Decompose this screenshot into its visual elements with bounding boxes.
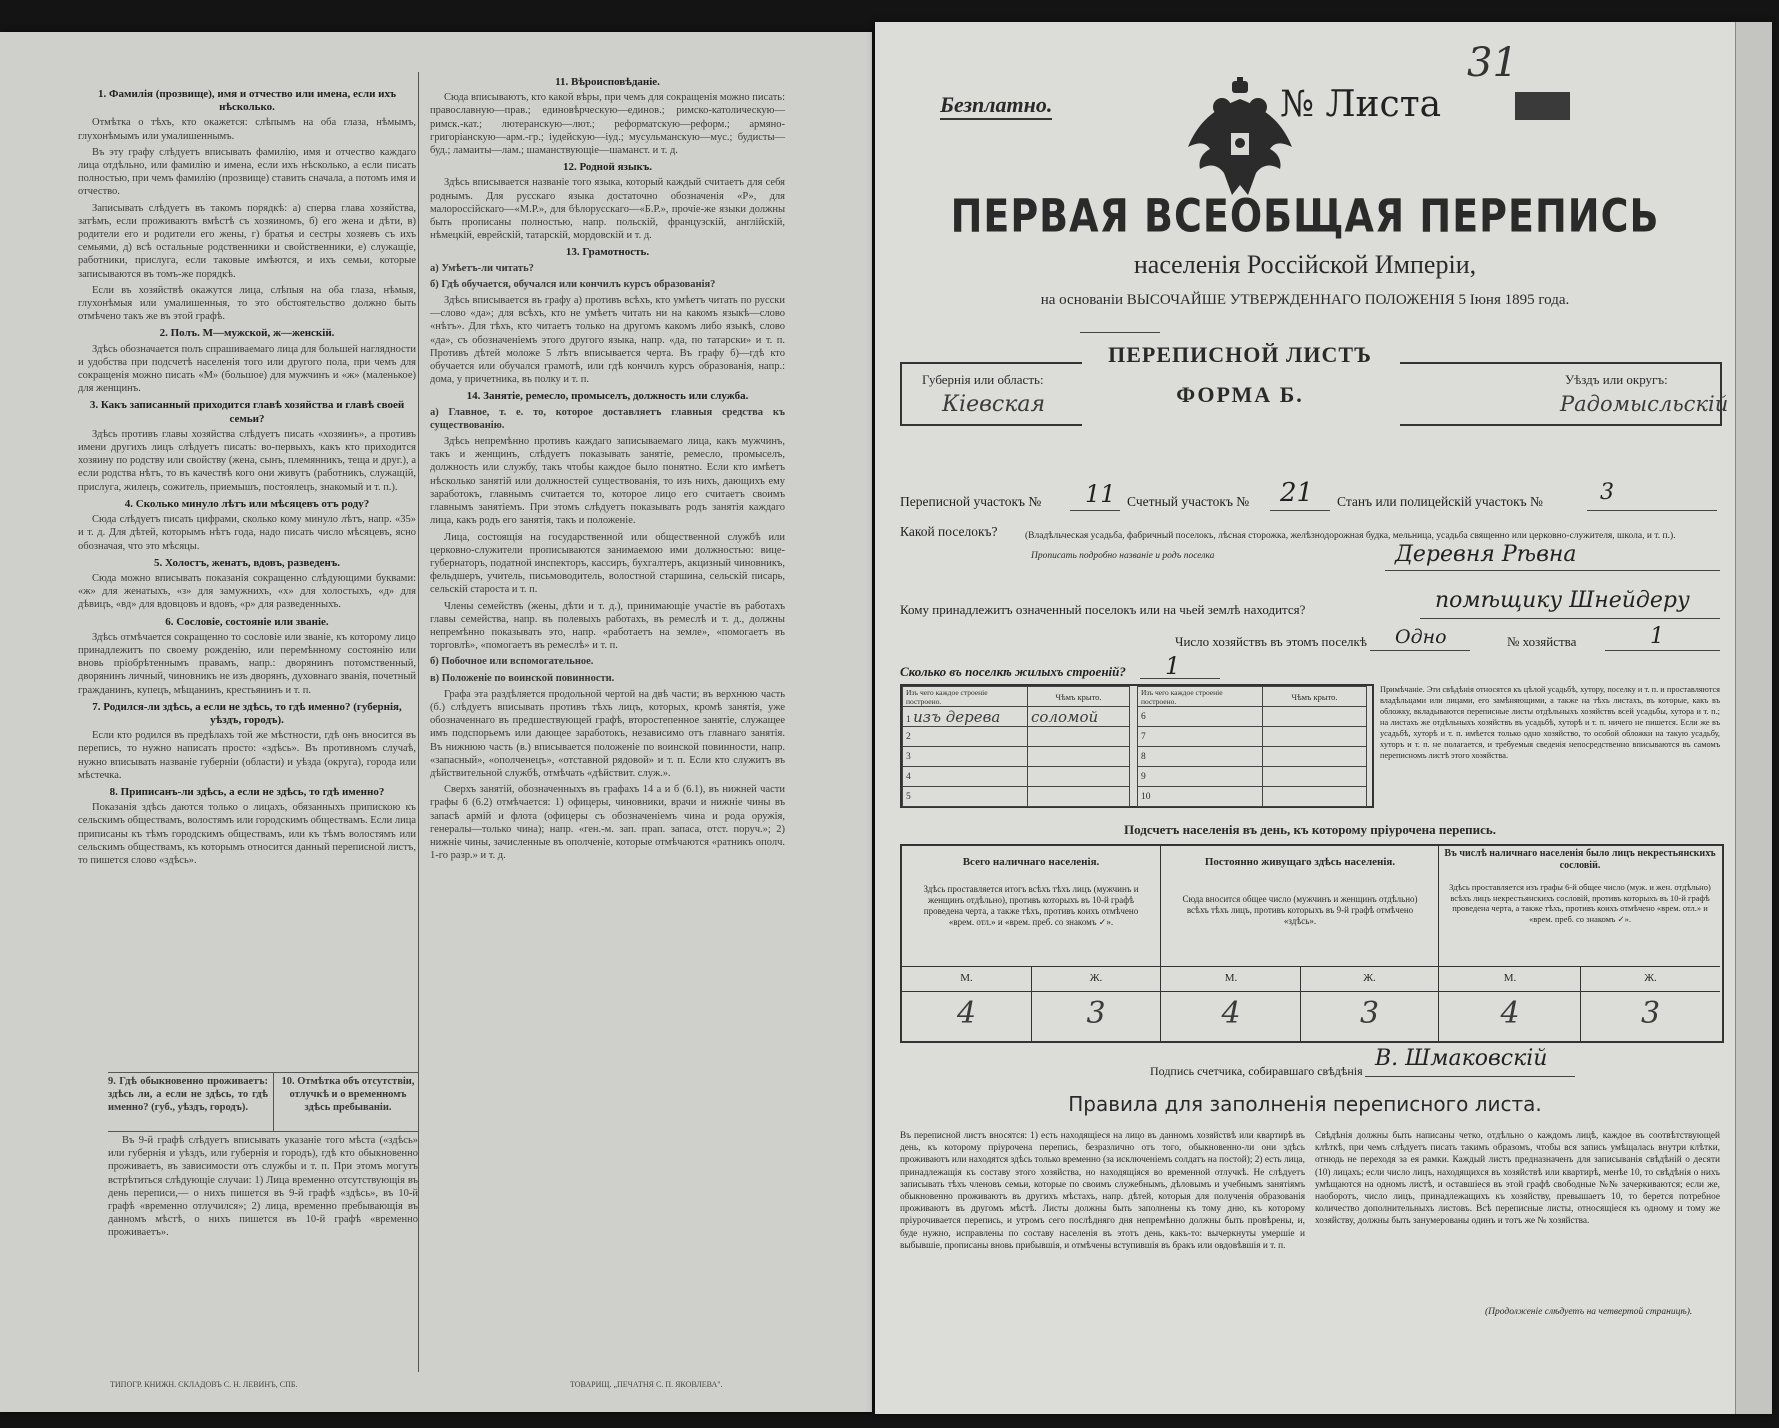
instruction-paragraph: Здѣсь непремѣнно противъ каждаго записываемаго лица, какъ мужчинъ, такъ и женщинъ, слѣдуетъ показывать занятіе, ремесло, промыселъ, должность или службу, такъ чтобы каждое было понятно. Если кто имѣетъ нѣсколько занятій или должностей существованія, то изъ нихъ, дающихъ ему заработокъ, главнымъ считается то, которое лицо его считаетъ своимъ главнымъ занятіемъ. При этомъ слѣдуетъ показывать родъ занятія каждаго лица, какъ родъ его занятія, такъ и положеніе. xyxy=(430,436,785,527)
title-rule xyxy=(1080,332,1160,333)
buildings-col-material: Изъ чего каждое строеніе построено. xyxy=(1138,687,1263,707)
instruction-subquestion: а) Умѣетъ-ли читать? xyxy=(430,262,534,274)
count-permanent-heading: Постоянно живущаго здѣсь населенія. xyxy=(1204,856,1396,868)
uchastok-value: 11 xyxy=(1085,480,1116,508)
right-census-form-page xyxy=(875,22,1771,1414)
question-9-10-header xyxy=(108,1072,418,1132)
household-number-underline xyxy=(1605,650,1720,651)
count-nonpeasant-text: Здѣсь проставляется изъ графы 6-й общее число (муж. и жен. отдѣльно) всѣхъ лицъ некрестьянскихъ сословій, противъ которыхъ въ 10-й графѣ проведена черта, а также тѣхъ, противъ коихъ отмѣчено «врем. отл.» и «врем. преб. со знакомъ ✓». xyxy=(1449,882,1711,924)
building-row-number: 2 xyxy=(903,727,1028,747)
households-underline xyxy=(1370,650,1470,651)
instruction-heading: 3. Какъ записанный приходится главѣ хозяйства и главѣ своей семьи? xyxy=(89,399,405,425)
signature-underline xyxy=(1365,1076,1575,1077)
column-divider xyxy=(418,72,419,1372)
instruction-paragraph: Здѣсь вписывается въ графу а) противъ всѣхъ, кто умѣетъ читать по русски—слово «да»; для всѣхъ, кто не умѣетъ читать ни на какомъ языкѣ—слово «нѣтъ». Для тѣхъ, кто читаетъ только на другомъ какомъ либо языкѣ, слово «да», съ обозначеніемъ этого другого языка, напр. «да, по татарски» и т. п. Противъ дѣтей моложе 5 лѣтъ вписывается черта. Въ графу б)—гдѣ кто обучается или обучался грамотѣ, или гдѣ кончилъ курсъ образованія, напр.: дома, у причетника, въ полку и т. п. xyxy=(430,295,785,386)
instruction-heading: 12. Родной языкъ. xyxy=(562,161,653,174)
count-nonpeasant-heading: Въ числѣ наличнаго населенія было лицъ некрестьянскихъ сословій. xyxy=(1444,848,1716,871)
instruction-heading: 5. Холостъ, женатъ, вдовъ, разведенъ. xyxy=(153,556,341,569)
instruction-subquestion: б) Гдѣ обучается, обучался или кончилъ курсъ образованія? xyxy=(430,278,716,290)
instruction-heading: 7. Родился-ли здѣсь, а если не здѣсь, то гдѣ именно? (губернія, уѣздъ, городъ). xyxy=(92,700,402,726)
instruction-paragraph: Здѣсь обозначается полъ спрашиваемаго лица для большей наглядности и удобства при подсчетѣ населенія того или другого пола, при чемъ для сокращенія можно писать «М» (большое) для мужчинъ и «ж» (маленькое) для женщинъ. xyxy=(78,343,416,395)
instruction-paragraph: Въ эту графу слѣдуетъ вписывать фамилію, имя и отчество каждаго лица отдѣльно, или фамилію и имена, если ихъ нѣсколько, а если писать полностью, при чемъ фамилію (прозвище) ставить сначала, а потомъ имя и отчество. xyxy=(78,146,416,198)
nonpeasant-male-value: 4 xyxy=(1500,996,1520,1031)
instruction-paragraph: Здѣсь противъ главы хозяйства слѣдуетъ писать «хозяинъ», а противъ имени другихъ лицъ слѣдуетъ писать: во-первыхъ, какъ кто приходится хозяину по родству или свойству (жена, сынъ, племянникъ, теща и друг.), а если родства нѣтъ, то въ качествѣ кого они живутъ (работникъ, служащій, прислуга, жилецъ, сожитель, приемышъ, постоялецъ, знакомый и т. п.). xyxy=(78,428,416,493)
question-10-label: 10. Отмѣтка объ отсутствіи, отлучкѣ и о временномъ здѣсь пребываніи. xyxy=(281,1076,415,1114)
stan-underline xyxy=(1587,510,1717,511)
instruction-paragraph: Здѣсь вписывается названіе того языка, который каждый считаетъ для себя роднымъ. Для русскаго языка достаточно обозначенія «Р», для малороссійскаго—«М.Р.», для бѣлорусскаго—«Б.Р.», прочіе-же языки должны быть прописаны полностью, напр. польскій, французскій, англійскій, нѣмецкій, еврейскій, татарскій, мордовскій и т. д. xyxy=(430,177,785,242)
instruction-paragraph: Если въ хозяйствѣ окажутся лица, слѣпыя на оба глаза, нѣмыя, глухонѣмыя или умалишенныя, то это обстоятельство должно быть отмѣчено такъ же въ этой графѣ. xyxy=(78,284,416,323)
permanent-male-header: М. xyxy=(1224,972,1238,984)
question-9-10-text xyxy=(108,1134,418,1344)
total-male-header: М. xyxy=(960,972,973,984)
building-row-1 xyxy=(903,707,1028,727)
building-row-number: 9 xyxy=(1138,767,1263,787)
counter-signature: В. Шмаковскій xyxy=(1375,1046,1548,1071)
sheet-number-redacted xyxy=(1515,92,1570,120)
building-row1-roof: соломой xyxy=(1028,707,1130,727)
population-count-table xyxy=(900,844,1724,1043)
building-row-number: 3 xyxy=(903,747,1028,767)
instruction-heading: 6. Сословіе, состояніе или званіе. xyxy=(165,615,329,628)
instruction-heading: 4. Сколько минуло лѣтъ или мѣсяцевъ отъ роду? xyxy=(124,497,370,510)
poselok-hint xyxy=(1025,526,1725,566)
total-female-value: 3 xyxy=(1086,996,1106,1031)
building-row-number: 6 xyxy=(1138,707,1263,727)
instruction-subquestion: б) Побочное или вспомогательное. xyxy=(430,656,594,668)
question-9-10-paragraph: Въ 9-й графѣ слѣдуетъ вписывать указаніе того мѣста («здѣсь» или губернія и уѣздъ, или губернія и городъ), гдѣ кто обыкновенно проживаетъ, въ зависимости отъ службы и т. п. При этомъ могутъ встрѣтиться слѣдующіе случаи: 1) Лица временно отсутствующія въ день переписи,— о нихъ пишется въ 9-й графѣ «здѣсь», въ 10-й графѣ «временно отлучился»; 2) лица, временно пребывающія въ данномъ мѣстѣ, о нихъ пишется въ 10-й графѣ «временно проживаетъ». xyxy=(108,1135,418,1239)
instruction-heading: 2. Полъ. М—мужской, ж—женскій. xyxy=(159,327,335,340)
instruction-heading: 1. Фамилія (прозвище), имя и отчество или имена, если ихъ нѣсколько. xyxy=(98,88,396,114)
households-value: Одно xyxy=(1395,626,1447,648)
permanent-female-header: Ж. xyxy=(1363,972,1376,984)
uezd-value: Радомысльскій xyxy=(1560,392,1729,416)
building-row-number: 7 xyxy=(1138,727,1263,747)
households-label: Число хозяйствъ въ этомъ поселкѣ xyxy=(1175,634,1367,649)
nonpeasant-male-header: М. xyxy=(1503,972,1517,984)
building-row-number: 10 xyxy=(1138,787,1263,807)
instruction-paragraph: Сюда слѣдуетъ писать цифрами, сколько кому минуло лѣтъ, напр. «35» и т. д. Для дѣтей, которымъ нѣтъ года, надо писать число мѣсяцевъ, ясно обозначая, что это мѣсяцы. xyxy=(78,514,416,552)
permanent-male-value: 4 xyxy=(1221,996,1241,1031)
uezd-label: Уѣздъ или округъ: xyxy=(1565,372,1668,387)
buildings-col-roof: Чѣмъ крыто. xyxy=(1263,687,1367,707)
instruction-subquestion: в) Положеніе по воинской повинности. xyxy=(430,672,615,684)
census-subtitle: населенія Россійской Имперіи, xyxy=(1133,250,1477,279)
census-legal-basis: на основаніи ВЫСОЧАЙШЕ УТВЕРЖДЕННАГО ПОЛОЖЕНІЯ 5 Іюня 1895 года. xyxy=(1040,292,1570,308)
nonpeasant-female-header: Ж. xyxy=(1644,972,1657,984)
rules-right-column: Свѣдѣнія должны быть написаны четко, отдѣльно о каждомъ лицѣ, каждое въ соотвѣтствующей клѣткѣ, при чемъ слѣдуетъ писать такимъ образомъ, чтобы вся запись умѣщалась внутри клѣтки, отнюдь не переходя за ея рамки. Каждый листъ предназначенъ для записыванія свѣдѣній о десяти (10) лицахъ; если число лицъ, находящихся въ хозяйствѣ или квартирѣ, менѣе 10, то свѣдѣнія о нихъ умѣщаются на одномъ листѣ, и оставшіеся въ этой графѣ свободные №№ зачеркиваются; если же, наоборотъ, число лицъ, принадлежащихъ къ хозяйству, превышаетъ 10, то берется потребное количество дополнительныхъ листовъ. Всѣ переписные листы, относящіеся къ одному и тому же хозяйству, должны быть занумерованы одинъ и тотъ же № хозяйства. xyxy=(1315,1131,1720,1227)
schetny-underline xyxy=(1270,510,1330,511)
printer-footer-right: ТОВАРИЩ. „ПЕЧАТНЯ С. П. ЯКОВЛЕВА". xyxy=(570,1380,723,1389)
schetny-label: Счетный участокъ № xyxy=(1127,494,1250,509)
uchastok-label: Переписной участокъ № xyxy=(900,494,1042,509)
instruction-paragraph: Отмѣтка о тѣхъ, кто окажется: слѣпымъ на оба глаза, нѣмымъ, глухонѣмымъ или умалишеннымъ. xyxy=(78,117,416,142)
instruction-heading: 11. Вѣроисповѣданіе. xyxy=(555,76,660,88)
rules-title: Правила для заполненія переписного листа. xyxy=(1068,1092,1542,1116)
stan-label: Станъ или полицейскій участокъ № xyxy=(1337,494,1543,509)
count-permanent-text: Сюда вносится общее число (мужчинъ и женщинъ отдѣльно) всѣхъ тѣхъ лицъ, противъ которыхъ въ 9-й графѣ отмѣчено «здѣсь». xyxy=(1182,894,1418,926)
free-label: Безплатно. xyxy=(940,92,1052,120)
buildings-table-left xyxy=(902,686,1130,807)
census-main-title: ПЕРВАЯ ВСЕОБЩАЯ ПЕРЕПИСЬ xyxy=(950,189,1660,243)
permanent-female-value: 3 xyxy=(1359,996,1380,1031)
left-instruction-page xyxy=(0,32,872,1412)
instruction-paragraph: Сверхъ занятій, обозначенныхъ въ графахъ 14 а и б (6.1), въ нижней части графы 6 (6.2) отмѣчается: 1) офицеры, чиновники, врачи и нижніе чины въ запасѣ армій и флота (офицеры съ обозначеніемъ чина и рода оружія, генералы—только чина); напр. «ген.-м. зап. прап. запаса, отст. поруч.»; 2) нижніе чины, зачисленные въ ополченіе, которые отмѣчаются «ратникъ ополч. 1-го разр.» и т. д. xyxy=(430,784,785,862)
uchastok-underline xyxy=(1070,510,1120,511)
page-edge-stack xyxy=(1735,22,1772,1414)
building-row-number: 5 xyxy=(903,787,1028,807)
signature-label: Подпись счетчика, собиравшаго свѣдѣнія xyxy=(1150,1064,1363,1078)
buildings-value: 1 xyxy=(1165,652,1181,680)
instruction-subquestion: а) Главное, т. е. то, которое доставляетъ главныя средства къ существованію. xyxy=(430,406,785,431)
owner-label: Кому принадлежитъ означенный поселокъ или на чьей землѣ находится? xyxy=(900,602,1306,617)
poselok-hint-instruction: Прописать подробно названіе и родъ поселка xyxy=(1031,551,1215,561)
owner-value: помѣщику Шнейдеру xyxy=(1435,588,1690,613)
instruction-paragraph: Сюда можно вписывать показанія сокращенно слѣдующими буквами: «ж» для женатыхъ, «з» для замужнихъ, «х» для холостыхъ, «д» для дѣвицъ, «вд» для вдовцовъ и вдовъ, «р» для разведенныхъ. xyxy=(78,572,416,611)
question-9-label: 9. Гдѣ обыкновенно проживаетъ: здѣсь ли, а если не здѣсь, то гдѣ именно? (губ., уѣздъ, городъ). xyxy=(108,1076,268,1114)
sheet-number-label: № Листа xyxy=(1280,84,1442,125)
gubernia-value: Кіевская xyxy=(942,392,1046,417)
form-title: ПЕРЕПИСНОЙ ЛИСТЪ xyxy=(1108,342,1372,367)
form-subtitle: ФОРМА Б. xyxy=(1176,382,1304,407)
poselok-value: Деревня Рѣвна xyxy=(1395,542,1577,567)
schetny-value: 21 xyxy=(1280,478,1314,508)
instruction-paragraph: Сюда вписываютъ, кто какой вѣры, при чемъ для сокращенія можно писать: православную—прав.; единовѣрческую—единов.; римско-католическую—римск.-кат.; лютеранскую—лют.; реформатскую—реформ.; армяно-григоріанскую—арм.-гр.; іудейскую—іуд.; мусульманскую—мус.; будисты—буд.; ламаиты—лам.; шаманствующіе—шаманст. и т. д. xyxy=(430,92,785,157)
buildings-underline xyxy=(1140,678,1220,679)
household-number-label: № хозяйства xyxy=(1507,634,1577,649)
instruction-heading: 8. Приписанъ-ли здѣсь, а если не здѣсь, то гдѣ именно? xyxy=(109,785,385,798)
stan-value: 3 xyxy=(1600,480,1614,505)
corner-sheet-number: 31 xyxy=(1467,40,1518,86)
population-count-title: Подсчетъ населенія въ день, къ которому пріурочена перепись. xyxy=(1124,822,1496,837)
building-row-number: 1 xyxy=(906,714,911,725)
gubernia-box xyxy=(900,362,1082,426)
total-female-header: Ж. xyxy=(1089,972,1103,984)
poselok-hint-text: (Владѣльческая усадьба, фабричный поселокъ, лѣсная сторожка, желѣзнодорожная будка, мельница, усадьба священно или церковно-служителя, школа, и т. п.). xyxy=(1025,531,1676,541)
rules-continued: (Продолженіе слѣдуетъ на четвертой страницѣ). xyxy=(1485,1307,1693,1317)
buildings-col-roof: Чѣмъ крыто. xyxy=(1028,687,1130,707)
uezd-box xyxy=(1400,362,1729,426)
building-row1-material: изъ дерева xyxy=(913,707,1001,726)
nonpeasant-female-value: 3 xyxy=(1640,996,1661,1031)
household-number-value: 1 xyxy=(1650,624,1664,649)
gubernia-label: Губернія или область: xyxy=(922,372,1044,387)
instruction-heading: 14. Занятіе, ремесло, промыселъ, должность или служба. xyxy=(466,390,749,403)
printer-footer-left: ТИПОГР. КНИЖН. СКЛАДОВЪ С. Н. ЛЕВИНЪ, СПБ. xyxy=(110,1380,298,1389)
total-male-value: 4 xyxy=(956,996,977,1031)
instructions-column-2 xyxy=(430,72,785,1367)
count-total-heading: Всего наличнаго населенія. xyxy=(962,856,1100,868)
instruction-paragraph: Записывать слѣдуетъ въ такомъ порядкѣ: а) сперва глава хозяйства, затѣмъ, если проживаютъ вмѣстѣ съ хозяиномъ, б) его жена и дѣти, в) родители его и родители его жены, г) братья и сестры хозяевъ съ ихъ семьями, д) всѣ остальные родственники и свойственники, е) служащіе, работники, прислуга, если таковые имѣются, и ихъ семьи, которые записываются въ томъ-же порядкѣ. xyxy=(78,202,416,280)
poselok-label: Какой поселокъ? xyxy=(900,524,998,539)
buildings-col-material: Изъ чего каждое строеніе построено. xyxy=(903,687,1028,707)
owner-underline xyxy=(1420,618,1720,619)
building-row-number: 8 xyxy=(1138,747,1263,767)
buildings-note: Примѣчаніе. Эти свѣдѣнія относятся къ цѣлой усадьбѣ, хутору, поселку и т. п. и проставляются владѣльцами или лицами, его замѣняющими, а также на тѣхъ листахъ, въ которые, какъ въ обложку, вкладываются переписные листы отдѣльныхъ хозяйствъ всей усадьбы, хутора и т. п.; на листахъ же отдѣльныхъ хозяйствъ въ усадьбѣ, хуторѣ и т. п. ничего не пишется. Если же въ усадьбѣ, хуторѣ и т. п. имѣется только одно хозяйство, то особой обложки на такую усадьбу, хуторъ и т. п. не полагается, и требуемыя сведенія непосредственно вписываются въ самомъ переписномъ листѣ этого хозяйства. xyxy=(1380,685,1720,760)
instruction-paragraph: Члены семействъ (жены, дѣти и т. д.), принимающіе участіе въ работахъ главы семейства, напр. въ полевыхъ работахъ, въ ремеслѣ и т. д., должны непремѣнно показывать это, напр. «работаетъ на земле», «помогаетъ въ торговлѣ», «помогаетъ въ ремеслѣ» и т. п. xyxy=(430,600,785,652)
instruction-paragraph: Показанія здѣсь даются только о лицахъ, обязанныхъ припискою къ сельскимъ обществамъ, волостямъ или городскимъ обществамъ. Если лица приписаны къ тѣмъ городскимъ обществамъ, или къ тѣмъ волостямъ или сельскимъ обществамъ, къ которымъ относится данный переписной листъ, то пишется слово «здѣсь». xyxy=(78,802,416,866)
buildings-label: Сколько въ поселкѣ жилыхъ строеній? xyxy=(900,664,1126,679)
instruction-paragraph: Графа эта раздѣляется продольной чертой на двѣ части; въ верхнюю часть (б.) слѣдуетъ вписывать противъ тѣхъ лицъ, которых, кромѣ занятія, уже обозначеннаго въ предшествующей графѣ, второстепенное занятіе, служащее имъ подспорьемъ или дающее заработокъ, независимо отъ главнаго занятія. Въ нижнюю часть (в.) вписывается положеніе по воинской повинности, напр. «запасный», «ополченецъ», «отставной рядовой» и т. п. Если кто служитъ въ дѣйствительной службѣ, отмѣчать «дѣйствит. служ.». xyxy=(430,688,785,779)
buildings-table-right xyxy=(1137,686,1367,807)
instruction-paragraph: Здѣсь отмѣчается сокращенно то сословіе или званіе, къ которому лицо принадлежитъ по своему рожденію, или перемѣнному состоянію или вновь пріобрѣтеннымъ правамъ, напр.: дворянинъ потомственный, дворянинъ личный, чиновникъ не изъ дворянъ, духовнаго званія, почетный гражданинъ, купецъ, мѣщанинъ, крестьянинъ и т. п. xyxy=(78,631,416,696)
instruction-paragraph: Лица, состоящія на государственной или общественной службѣ или церковно-служители прописываются занимаемою ими должностью: вице-губернаторъ, податной инспекторъ, кассиръ, бухгалтеръ, акцизный чиновникъ, фельдшеръ, учитель, письмоводитель, волостной старшина, сельскій писарь, сельскій староста и т. п. xyxy=(430,531,785,596)
building-row-number: 4 xyxy=(903,767,1028,787)
instruction-heading: 13. Грамотность. xyxy=(565,246,650,259)
poselok-underline xyxy=(1385,570,1720,571)
count-total-text: Здѣсь проставляется итогъ всѣхъ тѣхъ лицъ (мужчинъ и женщинъ отдѣльно), противъ которыхъ въ 10-й графѣ проведена черта, а также тѣхъ, противъ коихъ отмѣчено «врем. отл.» и «врем. преб. со знакомъ ✓». xyxy=(923,884,1139,927)
instruction-paragraph: Если кто родился въ предѣлахъ той же мѣстности, гдѣ онъ вносится въ перепись, то нужно написать просто: «здѣсь». Въ противномъ случаѣ, нужно вписывать названіе губерніи (области) и уѣзда (округа), города или мѣстечка. xyxy=(78,730,416,781)
rules-left-column: Въ переписной листъ вносятся: 1) есть находящіеся на лицо въ данномъ хозяйствѣ или квартирѣ въ день, къ которому пріурочена перепись, безразлично отъ того, обыкновенно-ли они здѣсь проживаютъ или находятся здѣсь только временно (за исключеніемъ солдатъ на постой); 2) есть лица, принадлежащія къ составу этого хозяйства, но находящіяся во временной отлучкѣ. Не слѣдуетъ записывать тѣхъ членовъ семьи, которые по своимъ служебнымъ, дѣловымъ и учебнымъ занятіямъ обыкновенно проживаютъ въ другихъ мѣстахъ, напр. дѣтей, которыя для полученія образованія проживаютъ въ другомъ мѣстѣ. Листы должны быть заполнены къ тому дню, къ которому пріурочивается перепись, и утромъ сего послѣдняго дня непремѣнно должны быть провѣрены, и, буде нужно, исправлены по составу населенія въ этотъ день, какъ-то: вычеркнуты умершіе и выбывшіе, прописаны вновь прибывшія, и отмѣчены вступившія въ бракъ или овдовѣвшія и т. п. xyxy=(900,1131,1305,1251)
